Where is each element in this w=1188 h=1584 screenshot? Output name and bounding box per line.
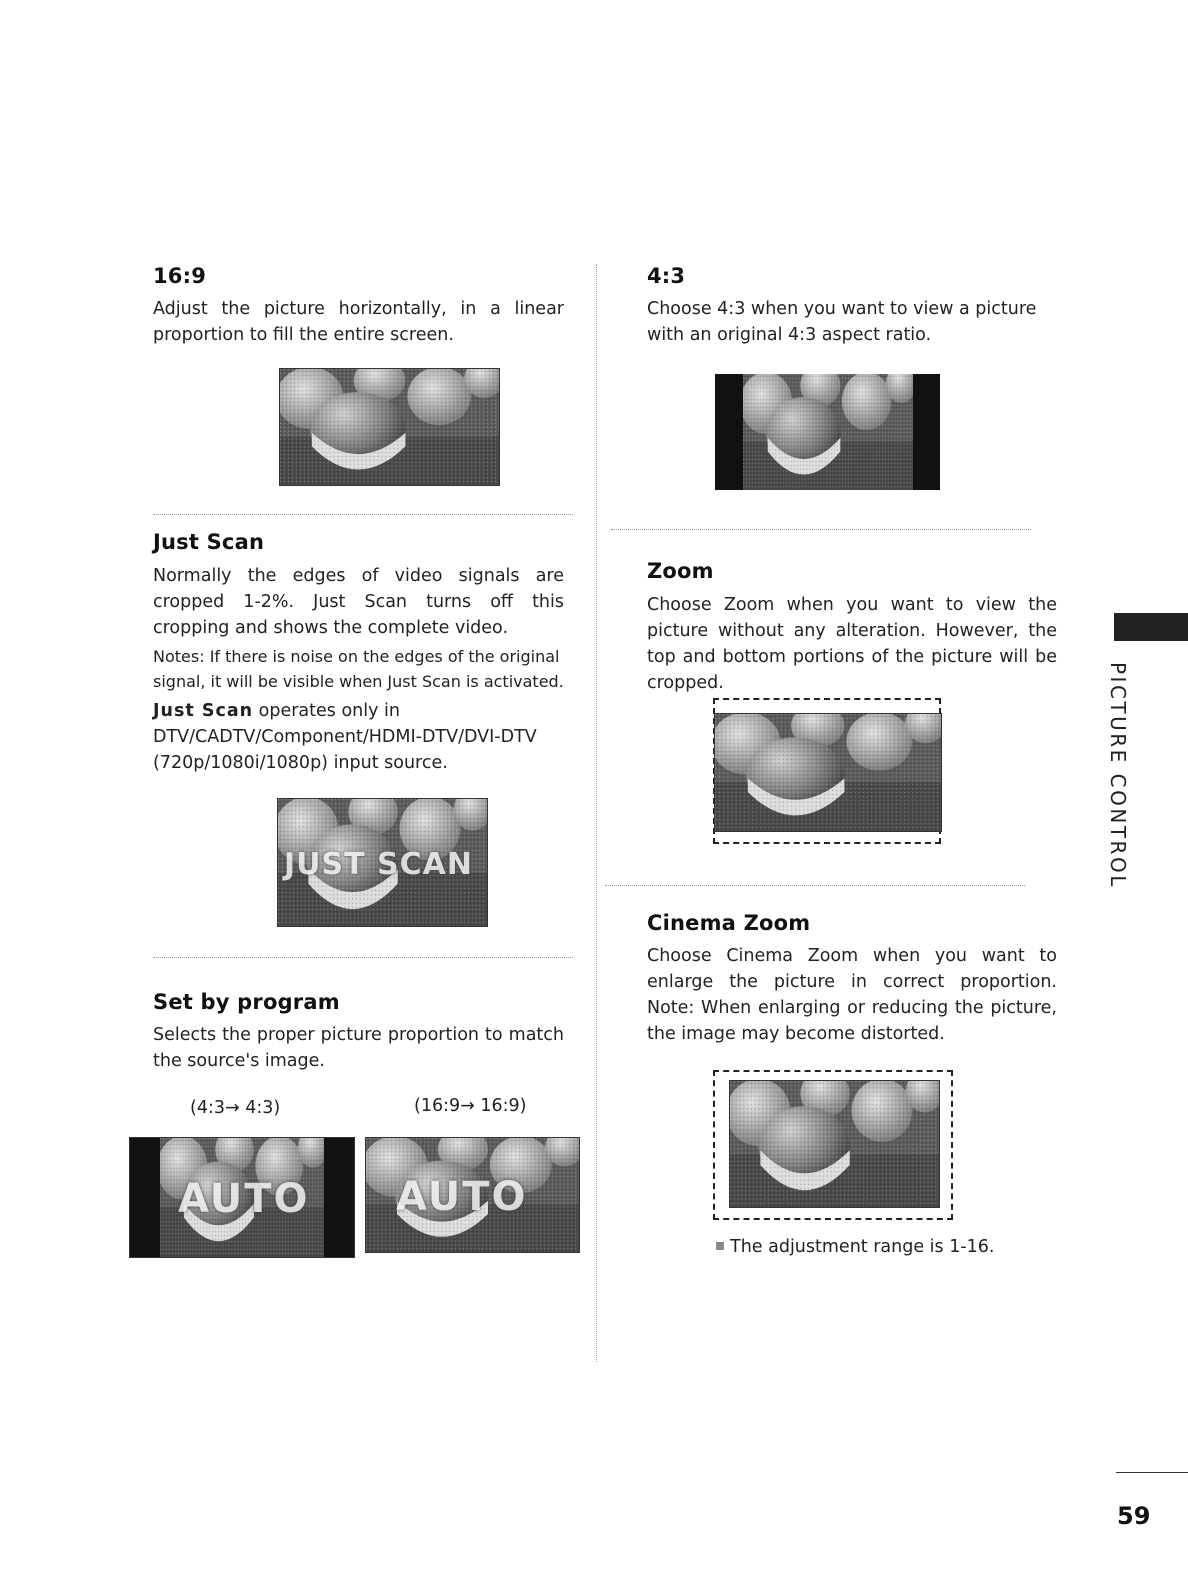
divider (611, 529, 1031, 530)
page-number: 59 (1117, 1502, 1151, 1530)
section-text-4-3: Choose 4:3 when you want to view a picture with an original 4:3 aspect ratio. (647, 299, 1037, 345)
section-text-16-9: Adjust the picture horizontally, in a linear proportion to fill the entire screen. (153, 299, 564, 345)
just-scan-overlay-text: JUST SCAN (284, 847, 473, 882)
section-text-set-by-program: Selects the proper picture proportion to match the source's image. (153, 1025, 564, 1071)
divider (153, 514, 573, 515)
auto-overlay-text: AUTO (178, 1176, 310, 1222)
section-text-cinema-zoom: Choose Cinema Zoom when you want to enlarge the picture in correct proportion. Note: When enlarging or reducing the picture, the image may become distorted. (647, 946, 1057, 1044)
screenshot-zoom (714, 713, 942, 832)
divider (605, 885, 1025, 886)
screenshot-4-3 (715, 374, 940, 490)
screenshot-auto-4-3 (129, 1137, 355, 1258)
auto-overlay-text: AUTO (396, 1174, 528, 1220)
section-text-zoom: Choose Zoom when you want to view the picture without any alteration. However, the top and bottom portions of the picture will be cropped. (647, 595, 1057, 693)
just-scan-source (153, 698, 564, 776)
caption-4-3: (4:3→ 4:3) (190, 1098, 281, 1118)
screenshot-cinema-zoom (729, 1080, 940, 1208)
screenshot-16-9 (279, 368, 500, 486)
divider (153, 957, 573, 958)
cinema-zoom-bullet (716, 1234, 994, 1260)
side-tab-label: PICTURE CONTROL (1106, 662, 1130, 889)
just-scan-term: Just Scan (153, 701, 254, 721)
bullet-square-icon (716, 1242, 724, 1250)
footer-rule (1116, 1472, 1188, 1473)
just-scan-source-text: operates only in DTV/CADTV/Component/HDMI-DTV/DVI-DTV (720p/1080i/1080p) input source. (153, 701, 537, 773)
screenshot-auto-16-9 (365, 1137, 580, 1253)
column-divider (596, 264, 597, 1362)
section-title-set-by-program: Set by program (153, 990, 340, 1014)
section-title-cinema-zoom: Cinema Zoom (647, 911, 811, 935)
section-text-just-scan: Normally the edges of video signals are cropped 1-2%. Just Scan turns off this cropping and shows the complete video. (153, 566, 564, 638)
section-title-4-3: 4:3 (647, 264, 686, 288)
screenshot-just-scan (277, 798, 488, 927)
just-scan-note: Notes: If there is noise on the edges of the original signal, it will be visible when Just Scan is activated. (153, 647, 564, 691)
cinema-zoom-bullet-text: The adjustment range is 1-16. (730, 1237, 995, 1257)
section-title-just-scan: Just Scan (153, 530, 265, 554)
section-title-zoom: Zoom (647, 559, 714, 583)
section-title-16-9: 16:9 (153, 264, 207, 288)
caption-16-9: (16:9→ 16:9) (414, 1096, 527, 1116)
side-tab-marker (1114, 613, 1188, 641)
